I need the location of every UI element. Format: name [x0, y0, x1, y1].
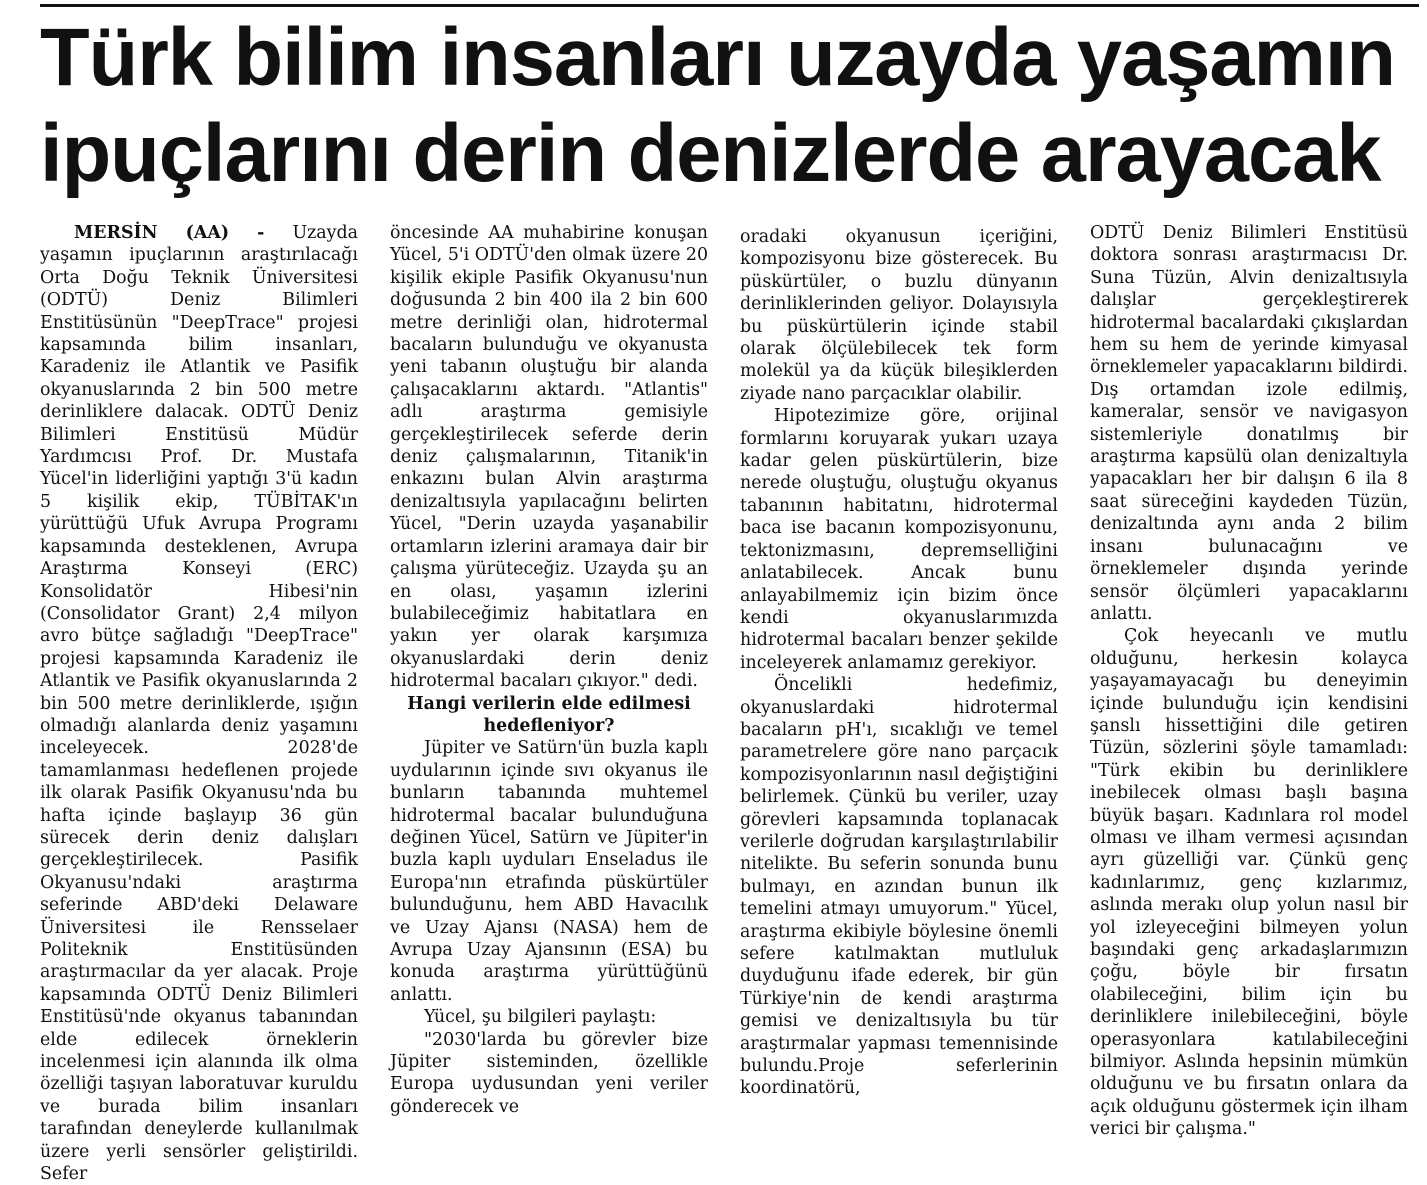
dateline: MERSİN (AA) - — [74, 223, 293, 243]
article-column-3 — [740, 226, 1058, 1099]
article-column-2 — [390, 222, 709, 1117]
article-paragraph — [40, 222, 358, 1185]
article-paragraph: öncesinde AA muhabirine konuşan Yücel, 5'i ODTÜ'den olmak üzere 20 kişilik ekiple Pasifik Okyanusu'nun doğusunda 2 bin 400 ila 2 bin 600 metre derinliği olan, hidrotermal bacaların bulunduğu ve okyanusta yeni tabanın oluştuğu bir alanda çalışacaklarını aktardı. "Atlantis" adlı araştırma gemisiyle gerçekleştirilecek seferde derin deniz çalışmalarının, Titanik'in enkazını bulan Alvin araştırma denizaltısıyla yapılacağını belirten Yücel, "Derin uzayda yaşanabilir ortamların izlerini aramaya dair bir çalışma yürüteceğiz. Uzayda şu an en olası, yaşamın izlerini bulabileceğimiz habitatlara en yakın yer olarak karşımıza okyanuslardaki derin deniz hidrotermal bacaları çıkıyor." dedi. — [390, 223, 709, 692]
article-paragraph: Jüpiter ve Satürn'ün buzla kaplı uydularının içinde sıvı okyanus ile bunların tabanında muhtemel hidrotermal bacalar bulunduğuna değinen Yücel, Satürn ve Jüpiter'in buzla kaplı uyduları Enseladus ile Europa'nın etrafında püskürtüler bulunduğunu, hem ABD Havacılık ve Uzay Ajansı (NASA) hem de Avrupa Uzay Ajansının (ESA) bu konuda araştırma yürüttüğünü anlattı. — [390, 738, 708, 1005]
top-rule — [40, 4, 1419, 7]
article-column-1 — [40, 222, 358, 1185]
paragraph-text: Uzayda yaşamın ipuçlarının araştırılacağı Orta Doğu Teknik Üniversitesi (ODTÜ) Deniz Bilimleri Enstitüsünün "DeepTrace" projesi kapsamında bilim insanları, Karadeniz ile Atlantik ve Pasifik okyanuslarında 2 bin 500 metre derinliklere dalacak. ODTÜ Deniz Bilimleri Enstitüsü Müdür Yardımcısı Prof. Dr. Mustafa Yücel'in liderliğini yaptığı 3'ü kadın 5 kişilik ekip, TÜBİTAK'ın yürüttüğü Ufuk Avrupa Programı kapsamında desteklenen, Avrupa Araştırma Konseyi (ERC) Konsolidatör Hibesi'nin (Consolidator Grant) 2,4 milyon avro bütçe sağladığı "DeepTrace" projesi kapsamında Karadeniz ile Atlantik ve Pasifik okyanuslarında 2 bin 500 metre derinliklerde, ışığın olmadığı alanlarda deniz yaşamını inceleyecek. 2028'de tamamlanması hedeflenen projede ilk olarak Pasifik Okyanusu'nda bu hafta içinde başlayıp 36 gün sürecek derin deniz dalışları gerçekleştirilecek. Pasifik Okyanusu'ndaki araştırma seferinde ABD'deki Delaware Üniversitesi ile Rensselaer Politeknik Enstitüsünden araştırmacılar da yer alacak. Proje kapsamında ODTÜ Deniz Bilimleri Enstitüsü'nde okyanus tabanından elde edilecek örneklerin incelenmesi için alanında ilk olma özelliği taşıyan laboratuvar kuruldu ve burada bilim insanları tarafından deneylerde kullanılmak üzere yerli sensörler geliştirildi. Sefer — [40, 223, 358, 1185]
article-paragraph: "2030'larda bu görevler bize Jüpiter sisteminden, özellikle Europa uydusundan yeni veriler gönderecek ve — [390, 1029, 708, 1117]
article-column-4 — [1090, 222, 1408, 1140]
article-paragraph: Yücel, şu bilgileri paylaştı: — [424, 1007, 657, 1028]
article-paragraph: Öncelikli hedefimiz, okyanuslardaki hidrotermal bacaların pH'ı, sıcaklığı ve temel parametrelere göre nano parçacık kompozisyonlarının nasıl değiştiğini belirlemek. Çünkü bu veriler, uzay görevleri kapsamında toplanacak verilerle doğrudan karşılaştırılabilir nitelikte. Bu seferin sonunda bunu bulmayı, en azından bunun ilk temelini atmayı umuyorum." Yücel, araştırma ekibiyle böylesine önemli sefere katılmaktan mutluluk duyduğunu ifade ederek, bir gün Türkiye'nin de kendi araştırma gemisi ve denizaltısıyla bu tür araştırmalar yapması temennisinde bulundu.Proje seferlerinin koordinatörü, — [740, 675, 1058, 1099]
headline — [40, 10, 1406, 202]
headline-line-1: Türk bilim insanları uzayda yaşamın — [40, 12, 1395, 103]
article-paragraph: Çok heyecanlı ve mutlu olduğunu, herkesin kolayca yaşayamayacağı bu deneyimin içinde bulunduğu için kendisini şanslı hissettiğini dile getiren Tüzün, sözlerini şöyle tamamladı: "Türk ekibin bu derinliklere inebilecek olması başlı başına büyük başarı. Kadınlara rol model olması ve ilham vermesi açısından ayrı güzelliği var. Çünkü genç kadınlarımız, genç kızlarımız, aslında merakı olup yolun nasıl bir yol izleyeceğini bilmeyen yolun başındaki genç arkadaşlarımızın çoğu, böyle bir fırsatın olabileceğini, bilim için bu derinliklere inilebileceğini, böyle operasyonlara katılabileceğini bilmiyor. Aslında hepsinin mümkün olduğunu ve bu fırsatın onlara da açık olduğunu göstermek için ilham verici bir çalışma." — [1090, 626, 1408, 1140]
article-body — [40, 222, 1420, 1185]
article-paragraph: oradaki okyanusun içeriğini, kompozisyonu bize gösterecek. Bu püskürtüler, o buzlu dünyanın derinliklerinden geliyor. Dolayısıyla bu püskürtülerin içinde stabil olarak ölçülebilecek tek form molekül ya da küçük bileşiklerden ziyade nano parçacıklar olabilir. — [740, 227, 1058, 404]
article-paragraph: ODTÜ Deniz Bilimleri Enstitüsü doktora sonrası araştırmacısı Dr. Suna Tüzün, Alvin denizaltısıyla dalışlar gerçekleştirerek hidrotermal bacalardaki çıkışlardan hem su hem de yerinde kimyasal örneklemeler yapacaklarını bildirdi. Dış ortamdan izole edilmiş, kameralar, sensör ve navigasyon sistemleriyle donatılmış bir araştırma kapsülü olan denizaltıyla yapacakları her bir dalışın 6 ila 8 saat süreceğini kaydeden Tüzün, denizaltında aynı anda 2 bilim insanı bulunacağını ve örneklemeler dışında yerinde sensör ölçümleri yapacaklarını anlattı. — [1090, 223, 1408, 624]
subheading: Hangi verilerin elde edilmesi hedefleniyor? — [407, 693, 691, 736]
article-paragraph: Hipotezimize göre, orijinal formlarını koruyarak yukarı uzaya kadar gelen püskürtülerin, bize nerede oluştuğu, oluştuğu okyanus tabanının habitatını, hidrotermal baca ise bacanın kompozisyonunu, tektonizmasını, depremselliğini anlatabilecek. Ancak bunu anlayabilmemiz için bizim önce kendi okyanuslarımızda hidrotermal bacaları benzer şekilde inceleyerek anlamamız gerekiyor. — [740, 406, 1058, 673]
headline-line-2: ipuçlarını derin denizlerde arayacak — [40, 108, 1381, 199]
